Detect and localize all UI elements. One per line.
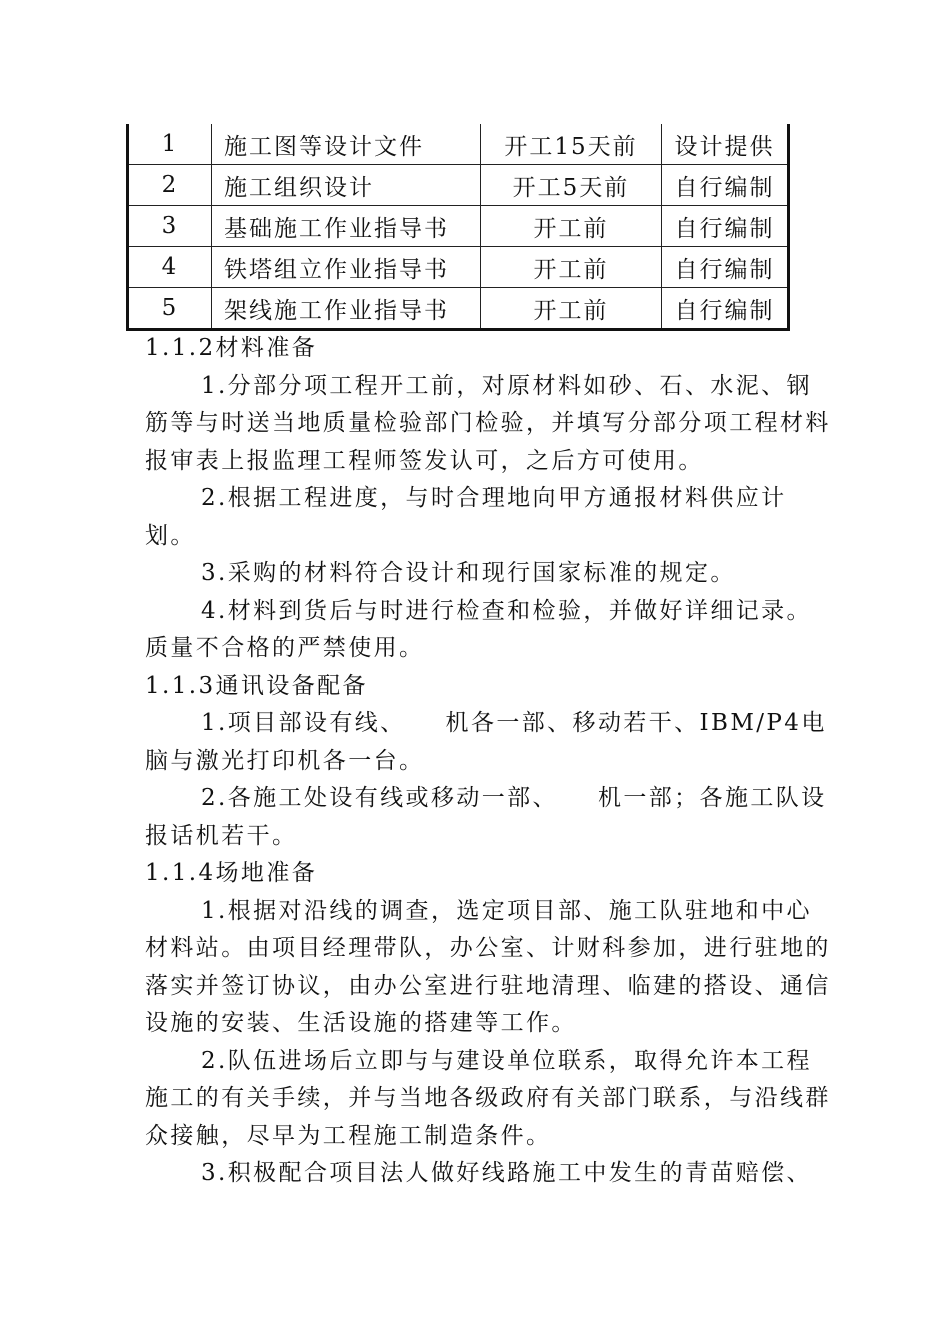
document-name: 施工组织设计 <box>212 165 481 206</box>
document-name: 架线施工作业指导书 <box>212 288 481 330</box>
paragraph: 3.积极配合项目法人做好线路施工中发生的青苗赔偿、 <box>201 1160 812 1186</box>
paragraph <box>145 780 835 855</box>
paragraph: 1.分部分项工程开工前，对原材料如砂、石、水泥、钢筋等与时送当地质量检验部门检验，并填写分部分项工程材料报审表上报监理工程师签发认可，之后方可使用。 <box>145 372 831 474</box>
paragraph-part: 1.项目部设有线、 <box>201 710 406 736</box>
paragraph: 3.采购的材料符合设计和现行国家标准的规定。 <box>201 560 736 586</box>
paragraph: 2.根据工程进度，与时合理地向甲方通报材料供应计划。 <box>145 485 787 549</box>
section-heading-materials: 1.1.2材料准备 <box>145 335 318 361</box>
source: 自行编制 <box>662 247 789 288</box>
row-number: 1 <box>128 124 212 165</box>
document-body <box>145 330 835 1193</box>
row-number: 2 <box>128 165 212 206</box>
table-row <box>128 206 789 247</box>
paragraph-part: 机各一部、移动若干、IBM/P4电脑与激光打印机各一台。 <box>145 710 827 774</box>
deadline: 开工前 <box>481 247 662 288</box>
deadline: 开工前 <box>481 288 662 330</box>
section-heading-communication: 1.1.3通讯设备配备 <box>145 672 368 699</box>
paragraph <box>145 705 835 780</box>
source: 自行编制 <box>662 206 789 247</box>
deadline: 开工15天前 <box>481 124 662 165</box>
paragraph: 1.根据对沿线的调查，选定项目部、施工队驻地和中心材料站。由项目经理带队，办公室、计财科参加，进行驻地的落实并签订协议，由办公室进行驻地清理、临建的搭设、通信设施的安装、生活设施的搭建等工作。 <box>145 897 831 1036</box>
table-row <box>128 247 789 288</box>
row-number: 3 <box>128 206 212 247</box>
document-name: 施工图等设计文件 <box>212 124 481 165</box>
paragraph: 2.队伍进场后立即与与建设单位联系，取得允许本工程施工的有关手续，并与当地各级政府有关部门联系，与沿线群众接触，尽早为工程施工制造条件。 <box>145 1047 831 1149</box>
source: 设计提供 <box>662 124 789 165</box>
paragraph-part: 2.各施工处设有线或移动一部、 <box>201 785 558 811</box>
deadline: 开工5天前 <box>481 165 662 206</box>
row-number: 5 <box>128 288 212 330</box>
source: 自行编制 <box>662 165 789 206</box>
row-number: 4 <box>128 247 212 288</box>
document-name: 基础施工作业指导书 <box>212 206 481 247</box>
table-row <box>128 288 789 330</box>
deadline: 开工前 <box>481 206 662 247</box>
section-heading-site: 1.1.4场地准备 <box>145 860 318 886</box>
paragraph: 4.材料到货后与时进行检查和检验，并做好详细记录。质量不合格的严禁使用。 <box>145 597 812 661</box>
document-table <box>126 124 790 331</box>
source: 自行编制 <box>662 288 789 330</box>
paragraph-part: 机一部；各施工队设报话机若干。 <box>145 785 827 849</box>
table-row <box>128 124 789 165</box>
table-row <box>128 165 789 206</box>
document-name: 铁塔组立作业指导书 <box>212 247 481 288</box>
